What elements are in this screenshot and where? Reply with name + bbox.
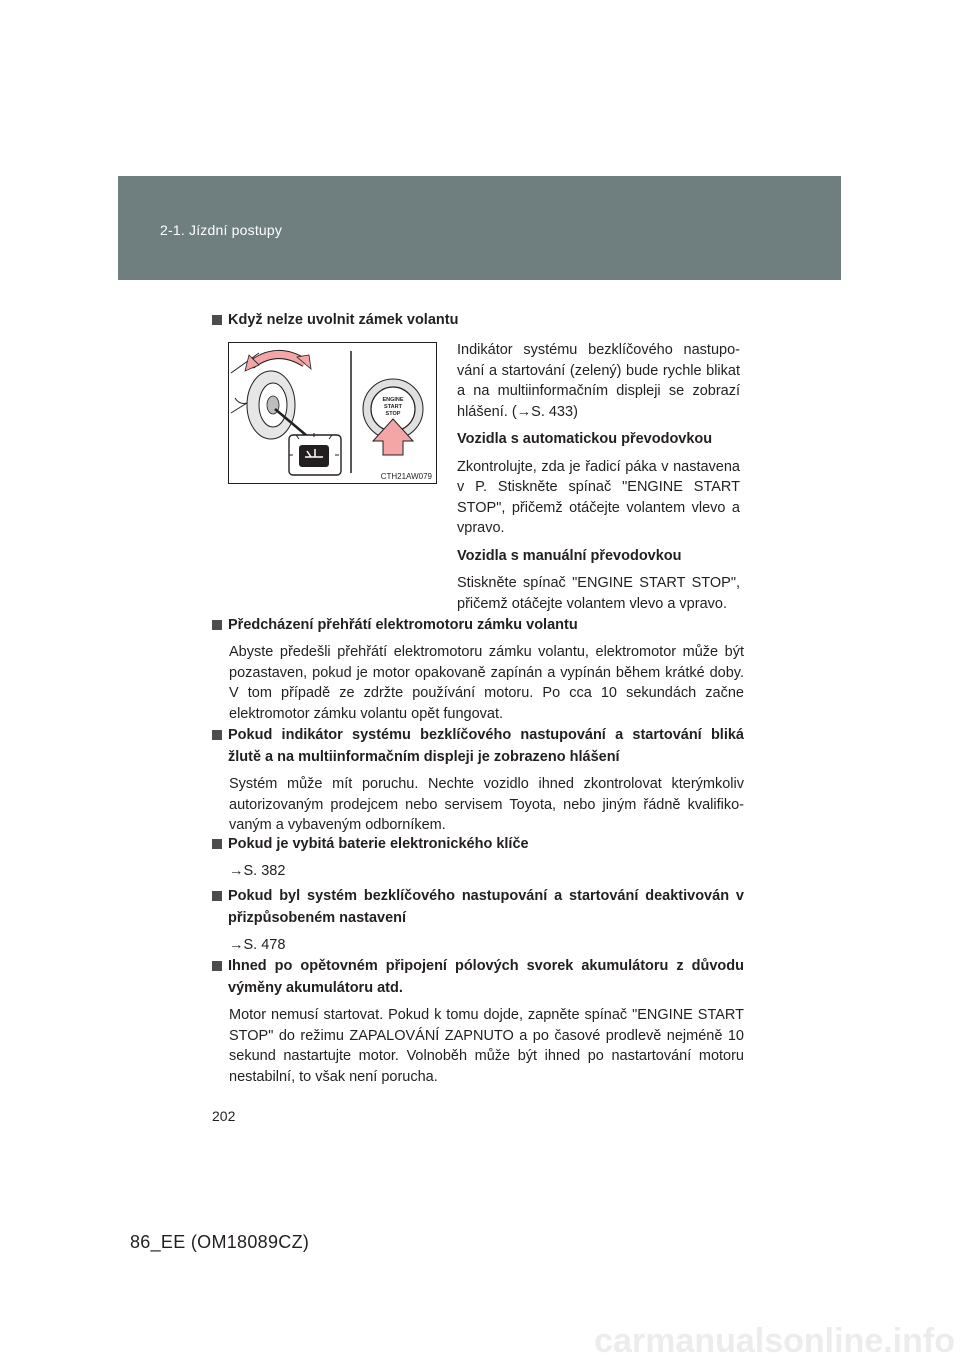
- bullet-square-icon: [212, 839, 222, 849]
- paragraph: Indikátor systému bezklíčového nastupování a startování (zelený) bude rychle blikat a na multiinformačním displeji se zobrazí hlášení. (→S. 433): [457, 342, 740, 420]
- page-number: 202: [212, 1108, 236, 1124]
- page-reference-link[interactable]: →S. 382: [229, 863, 286, 879]
- bullet-square-icon: [212, 961, 222, 971]
- section-system-deactivated: [212, 885, 744, 955]
- figure-code: CTH21AW079: [380, 472, 432, 481]
- paragraph: Stiskněte spínač "ENGINE START STOP", přičemž otáčejte volantem vlevo a vpravo.: [457, 575, 740, 612]
- bullet-square-icon: [212, 730, 222, 740]
- section-heading: Pokud byl systém bezklíčového nastupování a startování deaktivován v přizpůsobeném nastavení: [228, 888, 744, 926]
- bullet-square-icon: [212, 620, 222, 630]
- section-battery-reconnect: [212, 955, 744, 1087]
- button-label-stop: STOP: [385, 411, 401, 417]
- section-body: Systém může mít poruchu. Nechte vozidlo ihned zkontrolovat kterýmkoliv autorizovaným prodejcem nebo servisem Toyota, nebo jiným řádně kvalifikovaným a vybaveným odborníkem.: [229, 776, 744, 833]
- section-overheat: [212, 614, 744, 724]
- steering-lock-instructions: [457, 340, 740, 621]
- button-label-start: START: [384, 404, 402, 410]
- subheading-automatic: Vozidla s automatickou převodovkou: [457, 431, 713, 447]
- section-heading: Když nelze uvolnit zámek volantu: [228, 312, 459, 328]
- chapter-header-bar: [118, 176, 841, 280]
- section-key-battery: [212, 833, 744, 881]
- section-indicator-blinks: [212, 724, 744, 836]
- paragraph: Zkontrolujte, zda je řadicí páka v nastavena v P. Stiskněte spínač "ENGINE START STOP", přičemž otáčejte volantem vlevo a vpravo.: [457, 458, 740, 536]
- bullet-square-icon: [212, 891, 222, 901]
- chapter-title: 2-1. Jízdní postupy: [160, 222, 283, 238]
- section-heading: Pokud indikátor systému bezklíčového nastupování a startování bliká žlutě a na multiinformačním displeji je zobrazeno hlášení: [228, 727, 744, 765]
- section-steering-lock: [212, 309, 744, 331]
- steering-lock-illustration: [228, 342, 437, 484]
- manual-code: 86_EE (OM18089CZ): [130, 1232, 310, 1252]
- section-body: Abyste předešli přehřátí elektromotoru zámku volantu, elektromotor může být pozastaven, pokud je motor opakovaně zapínán a vypínán během krátké doby. V tom případě ze zdržte používání motoru. Po cca 10 sekundách začne elektromotor zámku volantu opět fungovat.: [229, 644, 744, 722]
- subheading-manual: Vozidla s manuální převodovkou: [457, 547, 682, 564]
- section-heading: Ihned po opětovném připojení pólových svorek akumulátoru z důvodu výměny akumulátoru atd.: [228, 958, 744, 996]
- bullet-square-icon: [212, 315, 222, 325]
- watermark-logo: [500, 1318, 960, 1358]
- page-reference-link[interactable]: →S. 478: [229, 937, 286, 953]
- section-heading: Pokud je vybitá baterie elektronického klíče: [228, 836, 529, 852]
- section-body: Motor nemusí startovat. Pokud k tomu dojde, zapněte spínač "ENGINE START STOP" do režimu ZAPALOVÁNÍ ZAPNUTO a po časové prodlevě nejméně 10 sekund nastartujte motor. Volnoběh může být ihned po nastartování motoru nestabilní, to však není porucha.: [229, 1007, 744, 1085]
- button-label-engine: ENGINE: [382, 397, 404, 403]
- section-heading: Předcházení přehřátí elektromotoru zámku volantu: [228, 617, 578, 633]
- steering-wheel-and-button-icon: [229, 343, 436, 483]
- watermark-text: carmanualsonline.info: [594, 1322, 955, 1358]
